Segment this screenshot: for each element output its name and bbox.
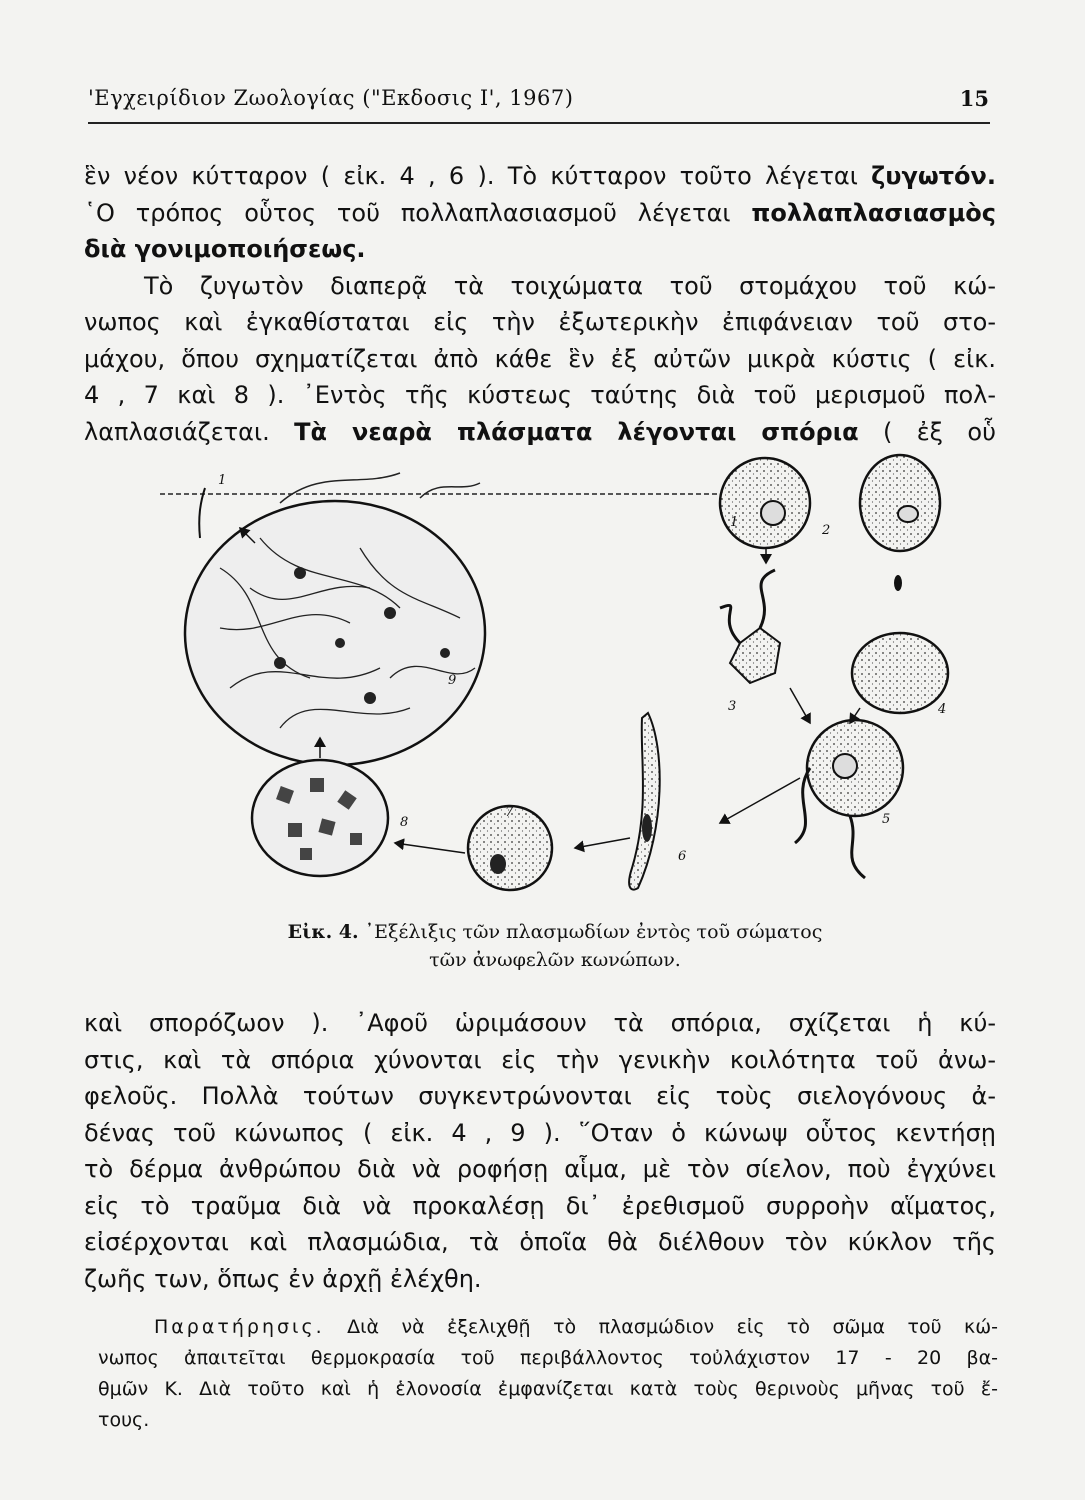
cell-4 xyxy=(852,633,948,713)
header-rule xyxy=(88,122,990,124)
text-line: καὶ σπορόζωον ). ᾿Αφοῦ ὡριμάσουν τὰ σπόρια, σχίζεται ἡ κύ- xyxy=(84,1009,996,1037)
text-span: ( ἐξ οὗ xyxy=(858,417,996,446)
cyst-8 xyxy=(252,760,388,876)
sporozoite-1 xyxy=(199,488,205,538)
text-line: δένας τοῦ κώνωπος ( εἰκ. 4 , 9 ). ῞Οταν ὁ κώνωψ οὗτος κεντήσῃ xyxy=(84,1118,996,1147)
stomach-cyst-9 xyxy=(185,473,485,765)
text-line xyxy=(84,195,996,232)
text-line: τὸ δέρμα ἀνθρώπου διὰ νὰ ροφήσῃ αἷμα, μὲ τὸν σίελον, ποὺ ἐγχύνει xyxy=(84,1155,996,1183)
microgametocyte-3 xyxy=(720,570,780,683)
running-header-title: 'Εγχειρίδιον Ζωολογίας ("Εκδοσις Ι', 1967) xyxy=(88,86,574,110)
figure-label: 1 xyxy=(730,515,739,530)
note-label: Παρατήρησις. xyxy=(154,1316,325,1338)
figure-label: 9 xyxy=(448,673,457,688)
text-line: νωπος καὶ ἐγκαθίσταται εἰς τὴν ἐξωτερικὴν ἐπιφάνειαν τοῦ στο- xyxy=(84,308,996,336)
text-line: στις, καὶ τὰ σπόρια χύνονται εἰς τὴν γενικὴν κοιλότητα τοῦ ἀνω- xyxy=(84,1045,996,1074)
figure-label: 4 xyxy=(938,702,947,717)
term-spores: Τὰ νεαρὰ πλάσματα λέγονται σπόρια xyxy=(294,417,859,446)
ookinete-6 xyxy=(629,713,660,890)
term-zygote: ζυγωτόν. xyxy=(871,162,996,190)
figure-label: 6 xyxy=(678,849,687,864)
figure-label: 8 xyxy=(400,815,409,830)
cell-2-top xyxy=(860,455,940,591)
figure-label: 1 xyxy=(218,473,227,488)
figure-label: 5 xyxy=(882,812,891,827)
text-line: ζωῆς των, ὅπως ἐν ἀρχῇ ἐλέχθη. xyxy=(84,1264,482,1293)
page-number: 15 xyxy=(959,86,989,111)
cell-1-top xyxy=(720,458,810,548)
figure-label: 2 xyxy=(822,523,831,538)
caption-line: ᾿Εξέλιξις τῶν πλασμωδίων ἐντὸς τοῦ σώματος xyxy=(358,921,823,943)
arrow xyxy=(395,843,465,853)
text-line xyxy=(98,1312,998,1343)
text-line: τους. xyxy=(98,1409,150,1431)
paragraph-1 xyxy=(84,158,996,450)
text-line: εἰσέρχονται καὶ πλασμώδια, τὰ ὁποῖα θὰ διέλθουν τὸν κύκλον τῆς xyxy=(84,1228,996,1256)
plasmodium-lifecycle-figure xyxy=(160,448,1010,918)
text-line: διὰ γονιμοποιήσεως. xyxy=(84,235,366,263)
text-line: εἰς τὸ τραῦμα διὰ νὰ προκαλέσῃ δι᾿ ἐρεθισμοῦ συρροὴν αἵματος, xyxy=(84,1191,996,1220)
text-line: Τὸ ζυγωτὸν διαπερᾷ τὰ τοιχώματα τοῦ στομάχου τοῦ κώ- xyxy=(144,271,996,300)
text-line xyxy=(84,414,996,451)
caption-line: τῶν ἀνωφελῶν κωνώπων. xyxy=(429,949,681,971)
figure-label: 3 xyxy=(728,699,737,714)
text-span: Διὰ νὰ ἐξελιχθῇ τὸ πλασμώδιον εἰς τὸ σῶμα τοῦ κώ- xyxy=(324,1316,998,1338)
text-span: λαπλασιάζεται. xyxy=(84,417,295,446)
text-line: νωπος ἀπαιτεῖται θερμοκρασία τοῦ περιβάλλοντος τοὐλάχιστον 17 - 20 βα- xyxy=(98,1347,998,1369)
caption-label: Εἰκ. 4. xyxy=(287,921,359,943)
text-span: ἓν νέον κύτταρον ( εἰκ. 4 , 6 ). Τὸ κύτταρον τοῦτο λέγεται xyxy=(84,162,872,190)
text-line: φελοῦς. Πολλὰ τούτων συγκεντρώνονται εἰς τοὺς σιελογόνους ἀ- xyxy=(84,1082,996,1110)
paragraph-2 xyxy=(84,1005,996,1297)
figure-caption xyxy=(240,918,870,974)
text-span: ῾Ο τρόπος οὗτος τοῦ πολλαπλασιασμοῦ λέγεται xyxy=(84,198,752,227)
term-multiplication: πολλαπλασιασμὸς xyxy=(751,198,996,227)
text-line: 4 , 7 καὶ 8 ). ᾿Εντὸς τῆς κύστεως ταύτης διὰ τοῦ μερισμοῦ πολ- xyxy=(84,381,996,409)
text-line: θμῶν Κ. Διὰ τοῦτο καὶ ἡ ἑλονοσία ἐμφανίζεται κατὰ τοὺς θερινοὺς μῆνας τοῦ ἔ- xyxy=(98,1378,998,1400)
figure-label: 7 xyxy=(505,805,514,820)
text-line xyxy=(84,158,996,195)
text-line: μάχου, ὅπου σχηματίζεται ἀπὸ κάθε ἓν ἐξ αὐτῶν μικρὰ κύστις ( εἰκ. xyxy=(84,344,996,373)
observation-note xyxy=(98,1312,998,1436)
arrow xyxy=(790,688,810,723)
arrow xyxy=(575,838,630,848)
arrow xyxy=(720,778,800,823)
zygote-5 xyxy=(795,720,903,878)
